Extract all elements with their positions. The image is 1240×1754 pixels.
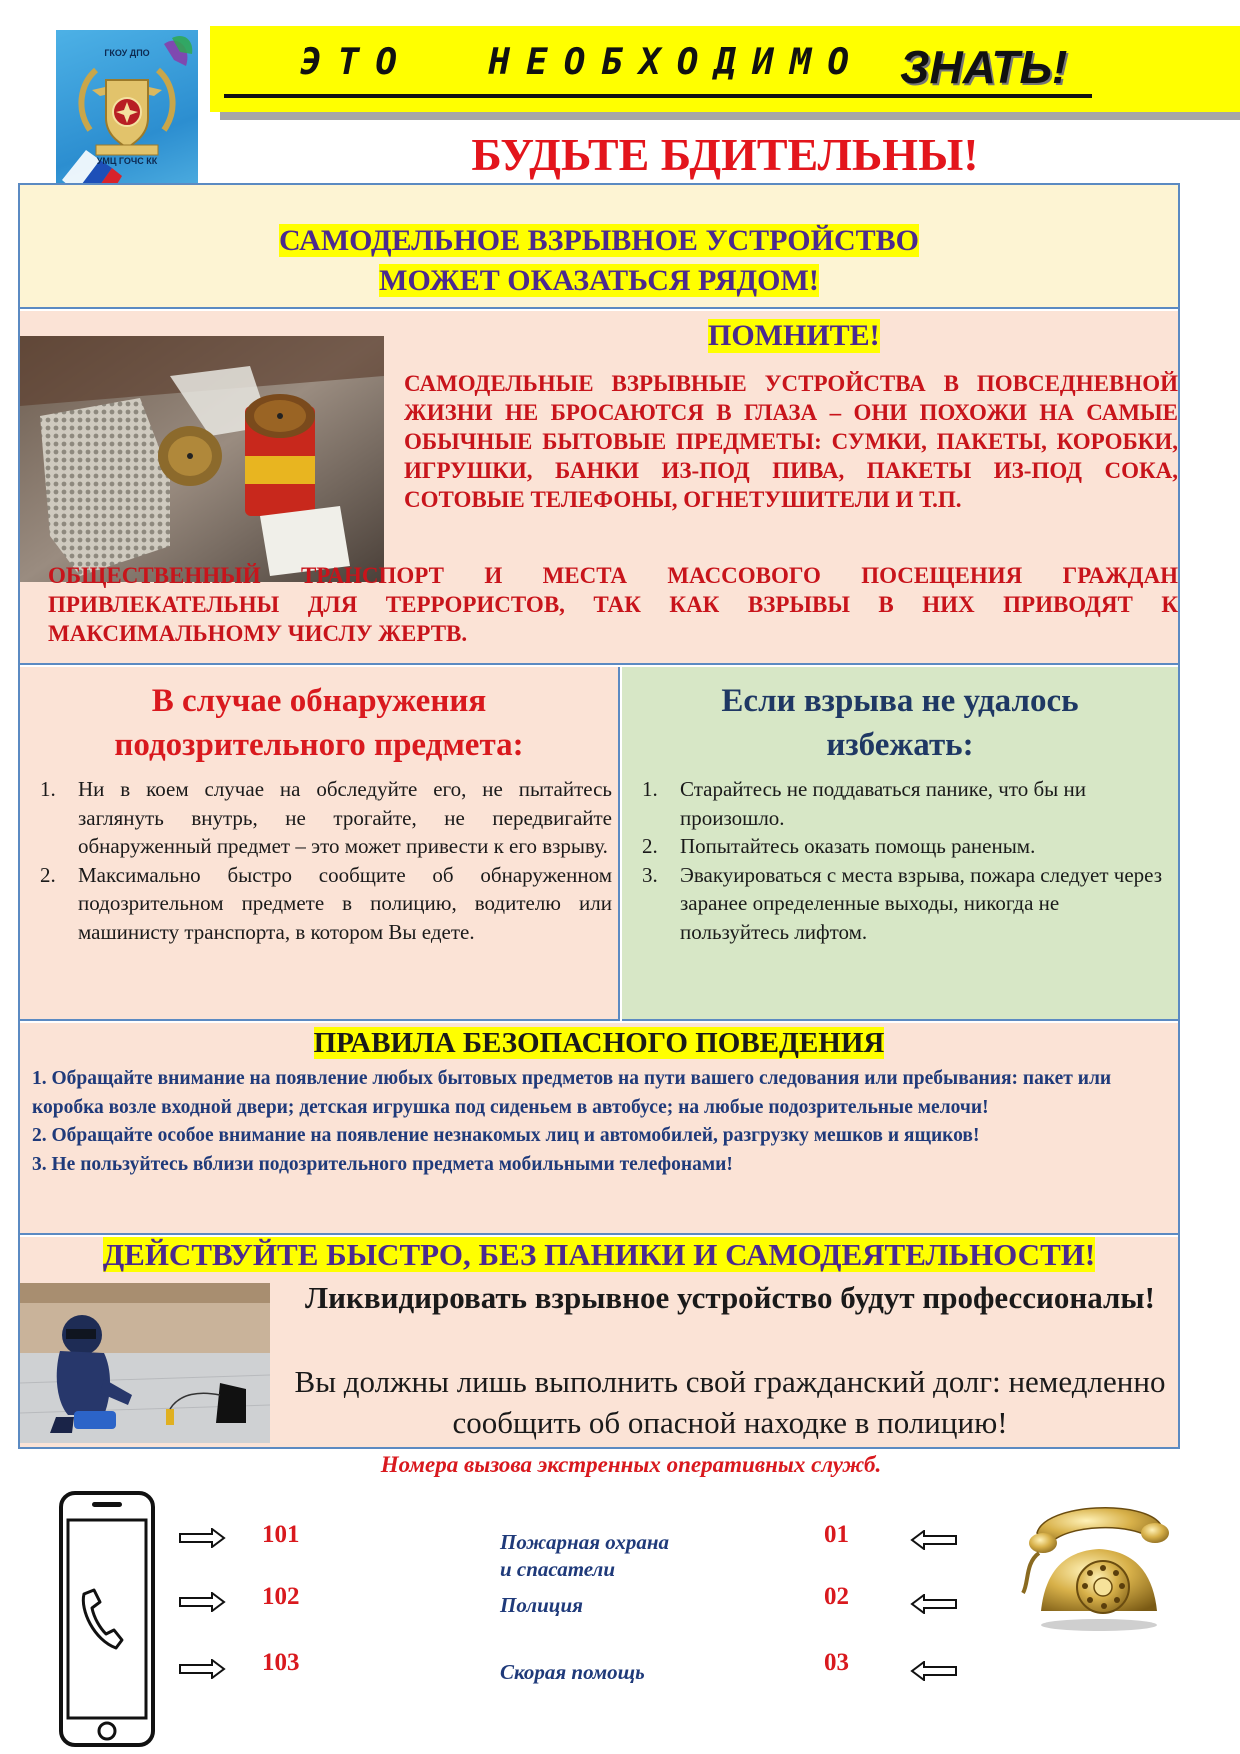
mobile-number: 101 (262, 1521, 300, 1548)
service-label-line-1: Полиция (500, 1593, 583, 1617)
arrow-right-icon (178, 1528, 226, 1548)
found-object-heading (20, 679, 618, 767)
list-item-number: 2. (40, 862, 56, 887)
list-item-text: Ни в коем случае на обследуйте его, не пытайтесь заглянуть внутрь, не трогайте, не передвигайте обнаруженный предмет – это может привести к его взрыву. (78, 777, 612, 858)
list-item-number: 1. (642, 777, 658, 801)
found-object-heading-line-1: В случае обнаружения (151, 683, 487, 719)
mobile-number: 102 (262, 1583, 300, 1610)
warning-heading (20, 221, 1178, 301)
landline-number: 02 (824, 1583, 849, 1610)
rules-list (32, 1065, 1172, 1179)
list-item-text: Попытайтесь оказать помощь раненым. (680, 834, 1036, 858)
emergency-caption: Номера вызова экстренных оперативных служб. (380, 1452, 882, 1477)
rules-section (20, 1023, 1178, 1235)
service-label (500, 1529, 669, 1583)
rule-item: 2. Обращайте особое внимание на появление незнакомых лиц и автомобилей, разгрузку мешков и ящиков! (32, 1125, 980, 1146)
action-heading-text: ДЕЙСТВУЙТЕ БЫСТРО, БЕЗ ПАНИКИ И САМОДЕЯТЕЛЬНОСТИ! (102, 1237, 1096, 1272)
list-item-text: Старайтесь не поддаваться панике, что бы ни произошло. (680, 777, 1087, 830)
banner-underline (224, 94, 1092, 98)
list-item (642, 775, 1172, 832)
rotary-phone-icon (1015, 1493, 1175, 1633)
arrow-right-icon (178, 1659, 226, 1679)
banner-emphasis: ЗНАТЬ! (900, 41, 1068, 93)
action-heading (20, 1237, 1178, 1273)
action-bold-text: Ликвидировать взрывное устройство будут профессионалы! (305, 1280, 1155, 1315)
action-text: Вы должны лишь выполнить свой гражданский долг: немедленно сообщить об опасной находке в полицию! (294, 1364, 1166, 1440)
rules-heading (20, 1027, 1178, 1060)
list-item (40, 775, 612, 861)
list-item-number: 3. (642, 862, 658, 887)
rule-item: 1. Обращайте внимание на появление любых бытовых предметов на пути вашего следования или пребывания: пакет или коробка возле входной двери; детская игрушка под сиденьем в автобусе; на любые подозрительные мелочи! (32, 1068, 1112, 1118)
warning-line-2: МОЖЕТ ОКАЗАТЬСЯ РЯДОМ! (379, 264, 819, 297)
rule-item: 3. Не пользуйтесь вблизи подозрительного предмета мобильными телефонами! (32, 1153, 733, 1175)
remember-section (20, 311, 1178, 665)
landline-number: 03 (824, 1649, 849, 1676)
warning-section (20, 185, 1178, 309)
landline-number: 01 (824, 1521, 849, 1548)
service-label-line-1: Скорая помощь (500, 1660, 645, 1684)
mobile-number: 103 (262, 1649, 300, 1676)
list-item-number: 2. (642, 834, 658, 858)
service-label (500, 1592, 583, 1619)
page-title: БУДЬТЕ БДИТЕЛЬНЫ! (471, 129, 979, 180)
arrow-left-icon (910, 1530, 958, 1550)
service-label (500, 1659, 645, 1686)
explosion-heading (622, 679, 1178, 767)
found-object-heading-line-2: подозрительного предмета: (114, 727, 524, 763)
service-label-line-1: Пожарная охрана (500, 1530, 669, 1554)
service-label-line-2: и спасатели (500, 1557, 616, 1581)
rules-heading-text: ПРАВИЛА БЕЗОПАСНОГО ПОВЕДЕНИЯ (313, 1027, 885, 1059)
suspicious-cans-photo (20, 336, 384, 582)
list-item (642, 861, 1172, 947)
explosion-panel (622, 667, 1178, 1021)
list-item (40, 861, 612, 947)
list-item-text: Максимально быстро сообщите об обнаруженном подозрительном предмете в полицию, водителю или машинисту транспорта, в котором Вы едете. (78, 862, 612, 944)
explosion-list (642, 775, 1172, 946)
explosion-heading-line-2: избежать: (826, 727, 974, 763)
found-object-panel (20, 667, 620, 1021)
list-item-text: Эвакуироваться с места взрыва, пожара следует через заранее определенные выходы, никогда не пользуйтесь лифтом. (680, 862, 1163, 944)
arrow-left-icon (910, 1594, 958, 1614)
found-object-list (40, 775, 612, 946)
remember-paragraph-2: ОБЩЕСТВЕННЫЙ ТРАНСПОРТ И МЕСТА МАССОВОГО ПОСЕЩЕНИЯ ГРАЖДАН ПРИВЛЕКАТЕЛЬНЫ ДЛЯ ТЕРРОРИСТОВ, ТАК КАК ВЗРЫВЫ В НИХ ПРИВОДЯТ К МАКСИМАЛЬНОМУ ЧИСЛУ ЖЕРТВ. (48, 563, 1178, 646)
top-banner (210, 26, 1240, 112)
explosion-heading-line-1: Если взрыва не удалось (721, 683, 1079, 719)
banner-text: ЭТО НЕОБХОДИМО (300, 42, 866, 83)
bomb-technician-photo (20, 1283, 270, 1443)
list-item (642, 832, 1172, 861)
arrow-right-icon (178, 1592, 226, 1612)
logo-top-text: ГКОУ ДПО (104, 48, 150, 58)
arrow-left-icon (910, 1661, 958, 1681)
warning-line-1: САМОДЕЛЬНОЕ ВЗРЫВНОЕ УСТРОЙСТВО (279, 224, 919, 257)
mobile-phone-icon (58, 1490, 156, 1748)
remember-heading: ПОМНИТЕ! (708, 319, 880, 352)
remember-paragraph-1: САМОДЕЛЬНЫЕ ВЗРЫВНЫЕ УСТРОЙСТВА В ПОВСЕДНЕВНОЙ ЖИЗНИ НЕ БРОСАЮТСЯ В ГЛАЗА – ОНИ ПОХОЖИ НА САМЫЕ ОБЫЧНЫЕ БЫТОВЫЕ ПРЕДМЕТЫ: СУМКИ, ПАКЕТЫ, КОРОБКИ, ИГРУШКИ, БАНКИ ИЗ-ПОД ПИВА, ПАКЕТЫ ИЗ-ПОД СОКА, СОТОВЫЕ ТЕЛЕФОНЫ, ОГНЕТУШИТЕЛИ И Т.П. (404, 371, 1178, 512)
list-item-number: 1. (40, 777, 56, 801)
action-section (20, 1237, 1178, 1447)
logo-bottom-text: УМЦ ГОЧС КК (96, 156, 158, 166)
